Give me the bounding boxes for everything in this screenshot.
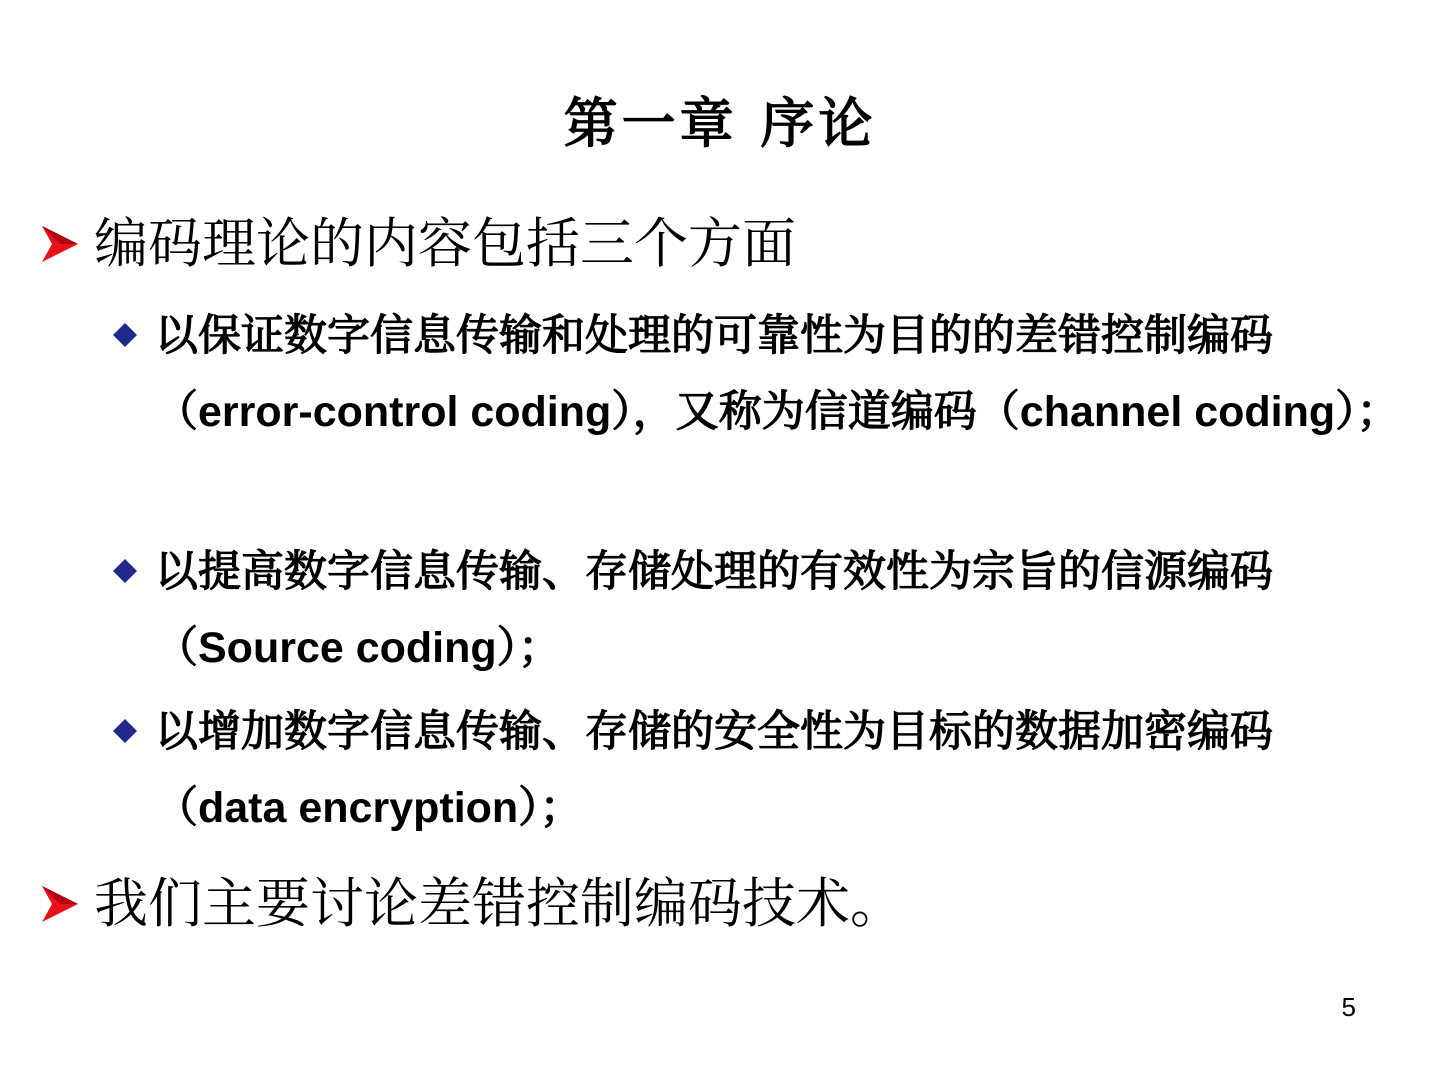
bullet-point-2 [40,872,1420,936]
arrow-bullet-icon [40,224,80,264]
diamond-bullet-icon [112,322,138,348]
page-number: 5 [1341,992,1356,1022]
sub-point-1 [112,298,1402,450]
sub-point-2 [112,534,1402,686]
arrow-bullet-icon [40,884,80,924]
sub-point-text: 以提高数字信息传输、存储处理的有效性为宗旨的信源编码（Source coding）； [155,548,1273,672]
diamond-bullet-icon [112,718,138,744]
sub-point-text: 以增加数字信息传输、存储的安全性为目标的数据加密编码（data encryption）； [155,708,1273,832]
bullet-point-1 [40,212,1420,276]
slide-title: 第一章 序论 [563,91,877,155]
bullet-point-text: 我们主要讨论差错控制编码技术。 [94,872,904,935]
sub-point-text: 以保证数字信息传输和处理的可靠性为目的的差错控制编码（error-control coding），又称为信道编码（channel coding）； [155,312,1400,436]
sub-point-3 [112,694,1402,846]
bullet-point-text: 编码理论的内容包括三个方面 [94,212,796,275]
diamond-bullet-icon [112,558,138,584]
